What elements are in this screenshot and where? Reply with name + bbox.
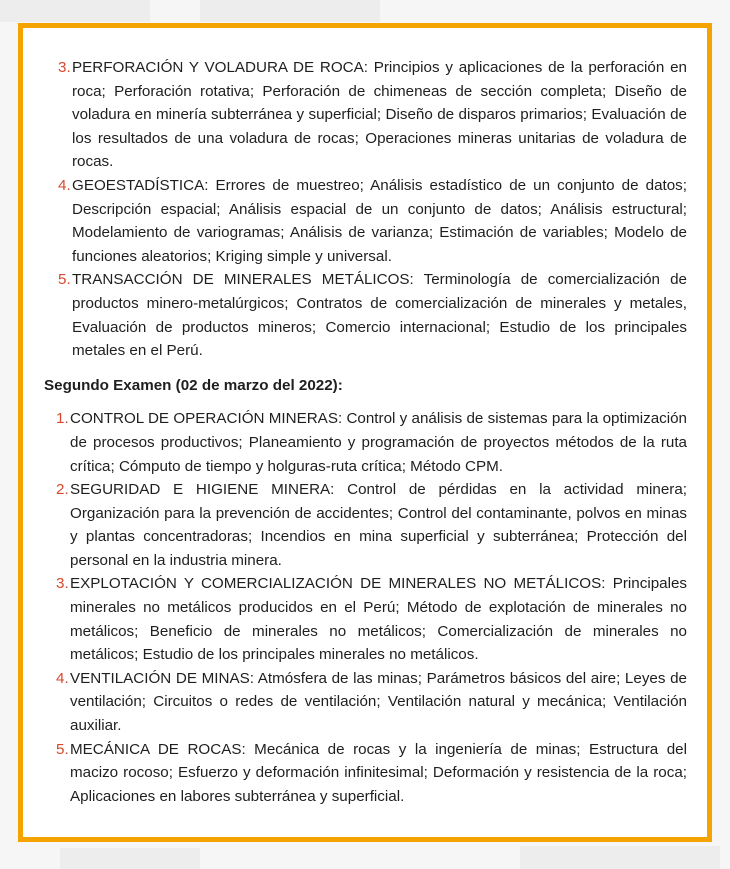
background-tile <box>60 848 200 869</box>
background-tile <box>0 0 150 22</box>
item-text: PERFORACIÓN Y VOLADURA DE ROCA: Principios y aplicaciones de la perforación en roca; Perforación rotativa; Perforación de chimeneas de sección completa; Diseño de voladura en minería subterránea y superficial; Diseño de disparos primarios; Evaluación de los resultados de una voladura de rocas; Operaciones mineras unitarias de voladura de rocas. <box>72 59 687 171</box>
document-content <box>44 56 687 808</box>
item-text: TRANSACCIÓN DE MINERALES METÁLICOS: Terminología de comercialización de productos minero-metalúrgicos; Contratos de comercialización de minerales y metales, Evaluación de productos mineros; Comercio internacional; Estudio de los principales metales en el Perú. <box>72 271 687 360</box>
item-number: 3. <box>58 59 71 76</box>
section-heading: Segundo Examen (02 de marzo del 2022): <box>44 376 343 394</box>
list-item <box>44 407 687 478</box>
background-tile <box>520 846 720 869</box>
item-number: 4. <box>56 669 69 687</box>
list-item <box>44 667 687 738</box>
item-text: MECÁNICA DE ROCAS: Mecánica de rocas y la ingeniería de minas; Estructura del macizo rocoso; Esfuerzo y deformación infinitesimal; Deformación y resistencia de la roca; Aplicaciones en labores subterránea y superficial. <box>70 740 687 805</box>
item-text: SEGURIDAD E HIGIENE MINERA: Control de pérdidas en la actividad minera; Organización para la prevención de accidentes; Control del contaminante, polvos en minas y plantas concentradoras; Incendios en mina superficial y subterránea; Protección del personal en la industria minera. <box>70 481 687 569</box>
item-number: 1. <box>56 410 69 428</box>
list-item <box>44 478 687 572</box>
item-text: CONTROL DE OPERACIÓN MINERAS: Control y análisis de sistemas para la optimización de procesos productivos; Planeamiento y programación de proyectos métodos de la ruta crítica; Cómputo de tiempo y holguras-ruta crítica; Método CPM. <box>70 410 687 475</box>
item-number: 2. <box>56 481 69 499</box>
item-text: GEOESTADÍSTICA: Errores de muestreo; Análisis estadístico de un conjunto de datos; Descripción espacial; Análisis espacial de un conjunto de datos; Análisis estructural; Modelamiento de variogramas; Análisis de varianza; Estimación de variables; Modelo de funciones aleatorios; Kriging simple y universal. <box>72 176 687 265</box>
topics-list-first-exam <box>44 56 687 363</box>
item-number: 3. <box>56 575 69 593</box>
item-number: 4. <box>58 176 71 194</box>
item-number: 5. <box>58 271 71 289</box>
list-item <box>44 268 687 362</box>
topics-list-second-exam <box>44 407 687 808</box>
list-item <box>44 174 687 268</box>
item-text: EXPLOTACIÓN Y COMERCIALIZACIÓN DE MINERALES NO METÁLICOS: Principales minerales no metálicos producidos en el Perú; Método de explotación de minerales no metálicos; Beneficio de minerales no metálicos; Comercialización de minerales no metálicos; Estudio de los principales minerales no metálicos. <box>70 575 687 664</box>
list-item <box>44 738 687 809</box>
document-frame <box>18 23 712 842</box>
list-item <box>44 56 687 174</box>
background-tile <box>200 0 380 22</box>
item-number: 5. <box>56 740 69 758</box>
item-text: VENTILACIÓN DE MINAS: Atmósfera de las minas; Parámetros básicos del aire; Leyes de ventilación; Circuitos o redes de ventilación; Ventilación natural y mecánica; Ventilación auxiliar. <box>70 669 687 735</box>
list-item <box>44 572 687 666</box>
